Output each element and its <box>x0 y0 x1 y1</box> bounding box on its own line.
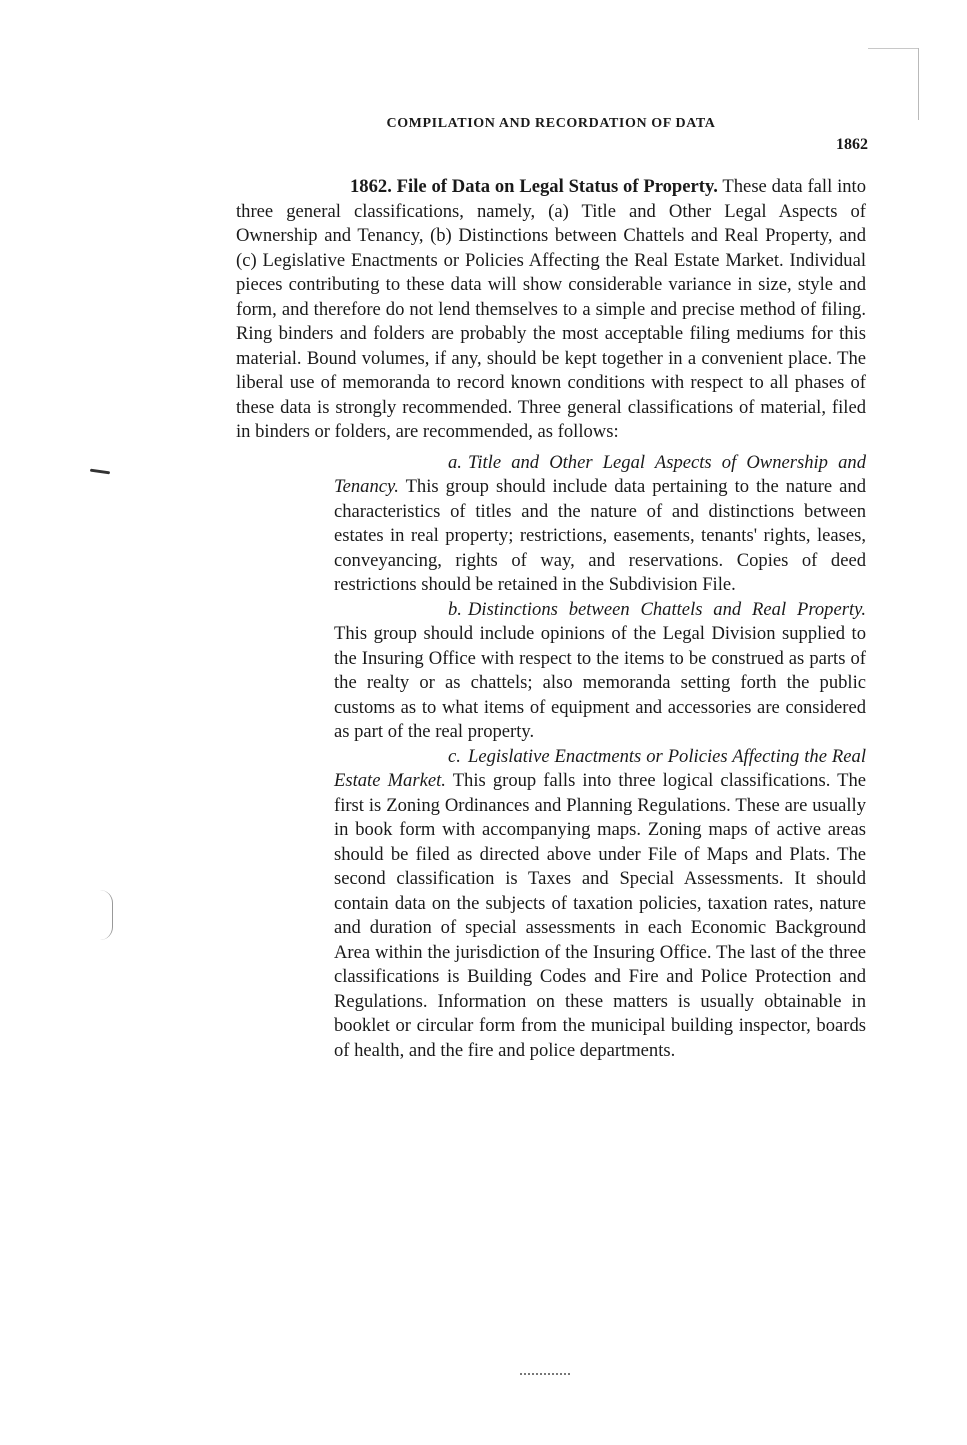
list-item-text: This group should include opinions of the Legal Division supplied to the Insuring Office with respect to the items to be construed as parts of the realty or as chattels; also memoranda setting forth the public customs as to what items of equipment and accessories are considered as part of the real property. <box>334 623 866 742</box>
list-item-title: Distinctions between Chattels and Real Property. <box>468 598 866 620</box>
scan-edge-mark <box>868 48 918 49</box>
scan-smudge-mark <box>90 469 110 475</box>
section-intro: These data fall into three general classifications, namely, (a) Title and Other Legal Aspects of Ownership and Tenancy, (b) Distinctions between Chattels and Real Property, and (c) Legislative Enactments or Policies Affecting the Real Estate Market. Individual pieces contributing to these data will show considerable variance in size, style and form, and therefore do not lend themselves to a simple and precise method of filing. Ring binders and folders are probably the most acceptable filing mediums for this material. Bound volumes, if any, should be kept together in a convenient place. The liberal use of memoranda to record known conditions with respect to all phases of these data is strongly recommended. Three general classifications of material, filed in binders or folders, are recommended, as follows: <box>236 176 867 442</box>
list-item <box>236 598 866 745</box>
running-head: COMPILATION AND RECORDATION OF DATA <box>386 116 716 131</box>
scan-smudge-mark <box>100 890 113 940</box>
page-number: 1862 <box>836 136 868 153</box>
list-item-text: This group should include data pertaining to the nature and characteristics of titles and the nature of and distinctions between estates in real property; restrictions, easements, tenants' rights, leases, conveyancing, rights of way, and reservations. Copies of deed restrictions should be retained in the Subdivision File. <box>334 476 866 595</box>
footer-page-mark <box>520 1373 570 1377</box>
scan-edge-mark <box>918 48 919 120</box>
list-item-title: Legislative Enactments or Policies Affecting the Real Estate Market. <box>334 745 866 791</box>
section-title: 1862. File of Data on Legal Status of Property. <box>350 176 718 197</box>
section-paragraph <box>236 175 866 445</box>
list-item-letter: b. <box>448 598 462 620</box>
list-item-text: This group falls into three logical classifications. The first is Zoning Ordinances and Planning Regulations. These are usually in book form with accompanying maps. Zoning maps of active areas should be filed as directed above under File of Maps and Plats. The second classification is Taxes and Special Assessments. It should contain data on the subjects of taxation policies, taxation rates, nature and duration of special assessments in each Economic Background Area within the jurisdiction of the Insuring Office. The last of the three classifications is Building Codes and Fire and Police Protection and Regulations. Information on these matters is usually obtainable in booklet or circular form from the municipal building inspector, boards of health, and the fire and police departments. <box>334 770 867 1061</box>
list-item <box>236 745 866 1064</box>
list-item-letter: c. <box>448 745 461 767</box>
section-body <box>236 175 866 1063</box>
list-item-letter: a. <box>448 451 462 473</box>
classification-list <box>236 451 866 1064</box>
list-item-title: Title and Other Legal Aspects of Ownership and Tenancy. <box>334 451 866 497</box>
list-item <box>236 451 866 598</box>
